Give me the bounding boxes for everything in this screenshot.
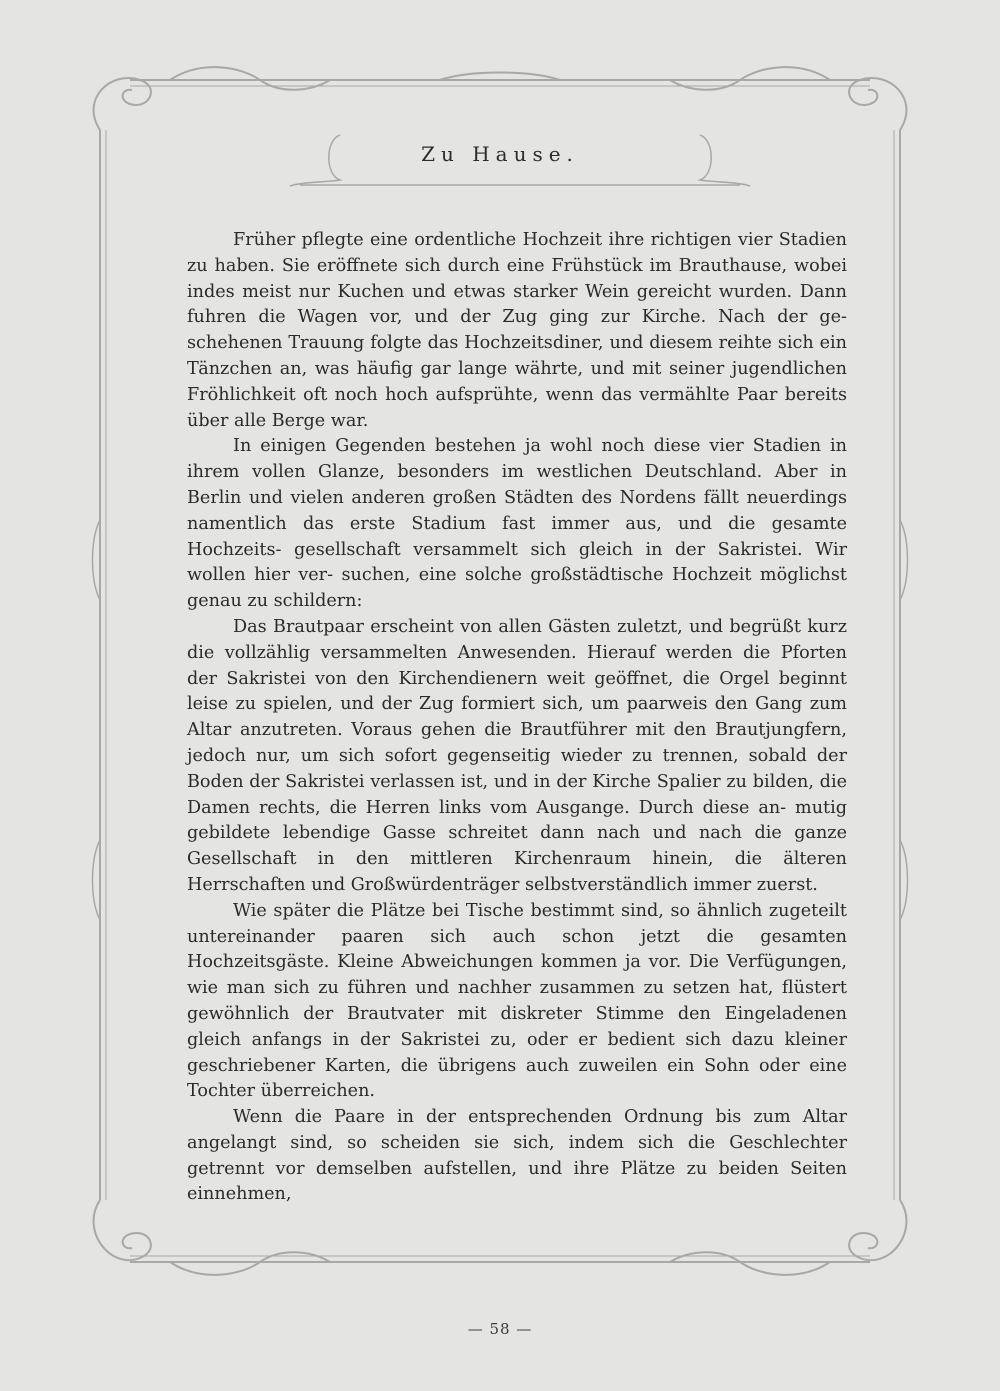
paragraph-5: Wenn die Paare in der entsprechenden Ordnung bis zum Altar angelangt sind, so scheiden sie sich, indem sich die Geschlechter getrennt vor demselben aufstellen, und ihre Plätze zu beiden Seiten einnehmen,	[187, 1107, 847, 1205]
body-text	[187, 228, 847, 1208]
paragraph-4: Wie später die Plätze bei Tische bestimmt sind, so ähnlich zugeteilt untereinander paaren sich auch schon jetzt die gesamten Hochzeitsgäste. Kleine Abweichungen kommen ja vor. Die Verfügungen, wie man sich zu führen und nachher zusammen zu setzen hat, flüstert gewöhnlich der Brautvater mit diskreter Stimme den Eingeladenen gleich anfangs in der Sakristei zu, oder er bedient sich dazu kleiner geschriebener Karten, die übrigens auch zuweilen ein Sohn oder eine Tochter überreichen.	[187, 900, 847, 1102]
page-title: Zu Hause.	[421, 142, 579, 166]
page-number: — 58 —	[467, 1320, 533, 1338]
paragraph-1: Früher pflegte eine ordentliche Hochzeit ihre richtigen vier Stadien zu haben. Sie eröffnete sich durch eine Frühstück im Brauthause, wobei indes meist nur Kuchen und etwas starker Wein gereicht wurden. Dann fuhren die Wagen vor, und der Zug ging zur Kirche. Nach der ge- schehenen Trauung folgte das Hochzeitsdiner, und diesem reihte sich ein Tänzchen an, was häufig gar lange währte, und mit seiner jugendlichen Fröhlichkeit oft noch hoch aufsprühte, wenn das vermählte Paar bereits über alle Berge war.	[187, 230, 847, 431]
paragraph-2: In einigen Gegenden bestehen ja wohl noch diese vier Stadien in ihrem vollen Glanze, besonders im westlichen Deutschland. Aber in Berlin und vielen anderen großen Städten des Nordens fällt neuerdings namentlich das erste Stadium fast immer aus, und die gesamte Hochzeits- gesellschaft versammelt sich gleich in der Sakristei. Wir wollen hier ver- suchen, eine solche großstädtische Hochzeit möglichst genau zu schildern:	[187, 436, 847, 612]
paragraph-3: Das Brautpaar erscheint von allen Gästen zuletzt, und begrüßt kurz die vollzählig versammelten Anwesenden. Hierauf werden die Pforten der Sakristei von den Kirchendienern weit geöffnet, die Orgel beginnt leise zu spielen, und der Zug formiert sich, um paarweis den Gang zum Altar anzutreten. Voraus gehen die Brautführer mit den Brautjungfern, jedoch nur, um sich sofort gegenseitig wieder zu trennen, sobald der Boden der Sakristei verlassen ist, und in der Kirche Spalier zu bilden, die Damen rechts, die Herren links vom Ausgange. Durch diese an- mutig gebildete lebendige Gasse schreitet dann nach und nach die ganze Gesellschaft in den mittleren Kirchenraum hinein, die älteren Herrschaften und Großwürdenträger selbstverständlich immer zuerst.	[187, 616, 847, 895]
